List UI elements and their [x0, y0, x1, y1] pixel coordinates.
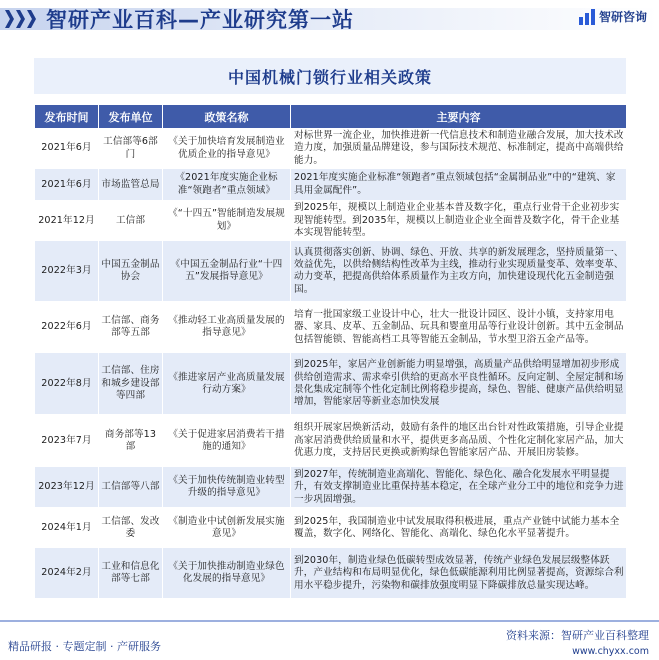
table-row	[35, 415, 627, 467]
content-cell: 到2025年，规模以上制造业企业基本普及数字化，重点行业骨干企业初步实现智能转型。到2035年，规模以上制造业企业全面普及数字化，骨干企业基本实现智能转型。	[291, 201, 627, 241]
policy-name-cell: 《制造业中试创新发展实施意见》	[163, 508, 291, 548]
policy-table	[34, 104, 627, 599]
unit-cell: 工信部	[99, 201, 163, 241]
table-title: 中国机械门锁行业相关政策	[227, 67, 432, 87]
policy-name-cell: 《“十四五”智能制造发展规划》	[163, 201, 291, 241]
unit-cell: 工业和信息化部等七部	[99, 548, 163, 599]
content-cell: 认真贯彻落实创新、协调、绿色、开放、共享的新发展理念，坚持质量第一、效益优先，以供给侧结构性改革为主线，推动行业实现质量变革、效率变革、动力变革，把提高供给体系质量作为主攻方向，加快建设现代化五金制造强国。	[291, 241, 627, 302]
table-row	[35, 201, 627, 241]
table-title-box	[34, 58, 626, 94]
unit-cell: 市场监管总局	[99, 169, 163, 201]
content-cell: 2021年度实施企业标准“领跑者”重点领域包括“金属制品业”中的“建筑、家具用金属配件”。	[291, 169, 627, 201]
table-row	[35, 129, 627, 169]
table-row	[35, 467, 627, 508]
policy-name-cell: 《推进家居产业高质量发展行动方案》	[163, 353, 291, 415]
table-row	[35, 302, 627, 353]
date-cell: 2021年6月	[35, 169, 99, 201]
source-note: 资料来源：智研产业百科整理	[506, 629, 649, 642]
date-cell: 2024年1月	[35, 508, 99, 548]
chevron-right-icon	[5, 10, 36, 28]
unit-cell: 工信部、发改委	[99, 508, 163, 548]
website-link[interactable]: www.chyxx.com	[572, 646, 649, 657]
footer-divider	[0, 620, 659, 622]
unit-cell: 工信部、住房和城乡建设部等四部	[99, 353, 163, 415]
policy-name-cell: 《推动轻工业高质量发展的指导意见》	[163, 302, 291, 353]
date-cell: 2023年7月	[35, 415, 99, 467]
content-cell: 到2027年，传统制造业高端化、智能化、绿色化、融合化发展水平明显提升，有效支撑制造业比重保持基本稳定，在全球产业分工中的地位和竞争力进一步巩固增强。	[291, 467, 627, 508]
unit-cell: 工信部、商务部等五部	[99, 302, 163, 353]
date-cell: 2024年2月	[35, 548, 99, 599]
header-title: 智研产业百科—产业研究第一站	[46, 8, 354, 32]
date-cell: 2021年6月	[35, 129, 99, 169]
brand[interactable]	[579, 8, 647, 25]
policy-name-cell: 《2021年度实施企业标准“领跑者”重点领域》	[163, 169, 291, 201]
content-cell: 对标世界一流企业，加快推进新一代信息技术和制造业融合发展，加大技术改造力度，加强质量品牌建设，参与国际技术规范、标准制定，提高中高端供给能力。	[291, 129, 627, 169]
date-cell: 2022年3月	[35, 241, 99, 302]
content-cell: 培育一批国家级工业设计中心，壮大一批设计园区、设计小镇，支持家用电器、家具、皮革、五金制品、玩具和婴童用品等行业设计创新。其中五金制品包括智能锁、智能高档工具等智能五金制品，节水型卫浴五金产品等。	[291, 302, 627, 353]
content-cell: 到2025年，我国制造业中试发展取得积极进展，重点产业链中试能力基本全覆盖，数字化、网络化、智能化、高端化、绿色化水平显著提升。	[291, 508, 627, 548]
table-row	[35, 353, 627, 415]
content-cell: 到2030年，制造业绿色低碳转型成效显著，传统产业绿色发展层级整体跃升，产业结构和布局明显优化，绿色低碳能源利用比例显著提高，资源综合利用水平稳步提升，污染物和碳排放强度明显下降碳排放总量实现达峰。	[291, 548, 627, 599]
table-row	[35, 169, 627, 201]
unit-cell: 商务部等13部	[99, 415, 163, 467]
column-header-date: 发布时间	[35, 105, 99, 129]
brand-logo-icon	[579, 9, 595, 25]
unit-cell: 工信部等6部门	[99, 129, 163, 169]
page-header	[0, 0, 659, 36]
policy-name-cell: 《中国五金制品行业“十四五”发展指导意见》	[163, 241, 291, 302]
policy-name-cell: 《关于加快推动制造业绿色化发展的指导意见》	[163, 548, 291, 599]
policy-name-cell: 《关于加快培育发展制造业优质企业的指导意见》	[163, 129, 291, 169]
column-header-name: 政策名称	[163, 105, 291, 129]
date-cell: 2022年8月	[35, 353, 99, 415]
column-header-content: 主要内容	[291, 105, 627, 129]
table-row	[35, 508, 627, 548]
date-cell: 2021年12月	[35, 201, 99, 241]
unit-cell: 工信部等八部	[99, 467, 163, 508]
table-row	[35, 548, 627, 599]
content-cell: 到2025年，家居产业创新能力明显增强，高质量产品供给明显增加初步形成供给创造需求、需求牵引供给的更高水平良性循环。反向定制、全屋定制和场景化集成定制等个性化定制比例将稳步提高，绿色、智能、健康产品供给明显增加，智能家居等新业态加快发展	[291, 353, 627, 415]
policy-name-cell: 《关于促进家居消费若干措施的通知》	[163, 415, 291, 467]
policy-name-cell: 《关于加快传统制造业转型升级的指导意见》	[163, 467, 291, 508]
table-header-row	[35, 105, 627, 129]
table-row	[35, 241, 627, 302]
content-cell: 组织开展家居焕新活动，鼓励有条件的地区出台针对性政策措施，引导企业提高家居消费供给质量和水平，提供更多高品质、个性化定制化家居产品，加大优惠力度，支持居民更换或新购绿色智能家居产品、开展旧房装修。	[291, 415, 627, 467]
page-footer	[0, 620, 659, 660]
unit-cell: 中国五金制品协会	[99, 241, 163, 302]
column-header-unit: 发布单位	[99, 105, 163, 129]
brand-name: 智研咨询	[598, 10, 647, 24]
footer-services: 精品研报 · 专题定制 · 产研服务	[8, 640, 161, 653]
date-cell: 2022年6月	[35, 302, 99, 353]
date-cell: 2023年12月	[35, 467, 99, 508]
